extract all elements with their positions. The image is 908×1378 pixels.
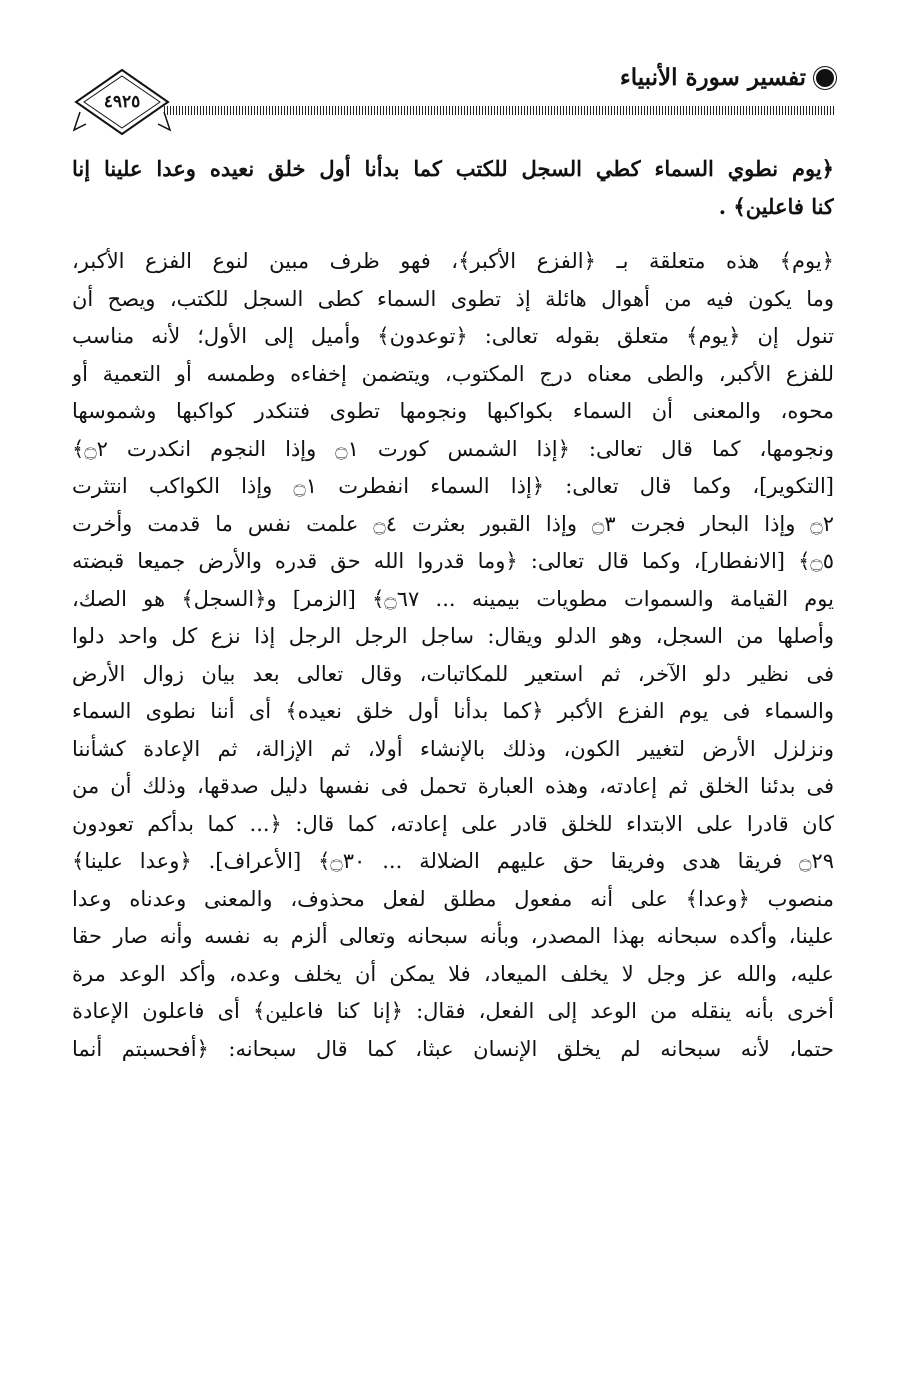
text-line: ۝٢ وإذا البحار فجرت ۝٣ وإذا القبور بعثرت ۝٤ علمت نفس ما قدمت وأخرت: [72, 511, 834, 536]
ornament-icon: [816, 69, 834, 87]
verse-line: كنا فاعلين﴾ .: [718, 193, 834, 219]
text-line: تنول إن ﴿يوم﴾ متعلق بقوله تعالى: ﴿توعدون﴾ وأميل إلى الأول؛ لأنه مناسب: [72, 324, 834, 348]
text-line: ﴿يوم﴾ هذه متعلقة بـ ﴿الفزع الأكبر﴾، فهو ظرف مبين لنوع الفزع الأكبر،: [72, 249, 834, 273]
surah-title: تفسير سورة الأنبياء: [619, 64, 806, 91]
text-line: كان قادرا على الابتداء للخلق قادر على إعادته، كما قال: ﴿... كما بدأكم تعودون: [72, 811, 834, 836]
text-line: عليه، والله عز وجل لا يخلف الميعاد، فلا يمكن أن يخلف وعده، وأكد الوعد مرة: [72, 961, 834, 986]
header-rule: [164, 106, 834, 115]
page-body: [72, 150, 834, 1068]
text-line: ۝٥﴾ [الانفطار]، وكما قال تعالى: ﴿وما قدروا الله حق قدره والأرض جميعا قبضته: [72, 549, 834, 573]
text-line: ونزلزل الأرض لتغيير الكون، وذلك بالإنشاء أولا، ثم الإزالة، ثم الإعادة كشأننا: [72, 736, 834, 761]
running-title: [620, 64, 834, 91]
text-line: فى بدئنا الخلق ثم إعادته، وهذه العبارة تحمل فى نفسها دليل صدقها، وذلك أن من: [72, 774, 834, 798]
text-line: محوه، والمعنى أن السماء بكواكبها ونجومها تطوى فتنكدر كواكبها وشموسها: [72, 399, 834, 423]
text-line: ونجومها، كما قال تعالى: ﴿إذا الشمس كورت ۝١ وإذا النجوم انكدرت ۝٢﴾: [72, 436, 834, 461]
text-line: علينا، وأكده سبحانه بهذا المصدر، وبأنه سبحانه وتعالى ألزم به نفسه وأنه صار حقا: [72, 924, 834, 948]
text-line: والسماء فى يوم الفزع الأكبر ﴿كما بدأنا أول خلق نعيده﴾ أى أننا نطوى السماء: [72, 699, 834, 723]
text-line: للفزع الأكبر، والطى معناه درج المكتوب، ويتضمن إخفاءه وطمسه أو التعمية أو: [72, 361, 834, 386]
page-number: ٤٩٢٥: [103, 92, 141, 112]
text-line: منصوب ﴿وعدا﴾ على أنه مفعول مطلق لفعل محذوف، والمعنى وعدناه وعدا: [72, 886, 834, 911]
text-line: حتما، لأنه سبحانه لم يخلق الإنسان عبثا، كما قال سبحانه: ﴿أفحسبتم أنما: [72, 1036, 834, 1061]
paragraph-gap: [72, 225, 834, 243]
text-line: ۝٢٩ فريقا هدى وفريقا حق عليهم الضلالة ... ۝٣٠﴾ [الأعراف]. ﴿وعدا علينا﴾: [72, 849, 834, 873]
text-line: وما يكون فيه من أهوال هائلة إذ تطوى السماء كطى السجل للكتب، ويصح أن: [72, 286, 834, 311]
text-line: [التكوير]، وكما قال تعالى: ﴿إذا السماء انفطرت ۝١ وإذا الكواكب انتثرت: [72, 474, 834, 498]
text-line: وأصلها من السجل، وهو الدلو ويقال: ساجل الرجل الرجل إذا نزع كل واحد دلوا: [72, 624, 834, 648]
page-number-frame: [72, 68, 172, 138]
text-line: أخرى بأنه ينقله من الوعد إلى الفعل، فقال: ﴿إنا كنا فاعلين﴾ أى فاعلون الإعادة: [72, 999, 834, 1023]
text-line: فى نظير دلو الآخر، ثم استعير للمكاتبات، وقال تعالى بعد بيان زوال الأرض: [72, 661, 834, 686]
verse-line: ﴿يوم نطوي السماء كطي السجل للكتب كما بدأنا أول خلق نعيده وعدا علينا إنا: [72, 156, 834, 181]
page-header: [72, 58, 834, 138]
text-line: يوم القيامة والسموات مطويات بيمينه ... ۝٦٧﴾ [الزمر] و﴿السجل﴾ هو الصك،: [72, 586, 834, 611]
